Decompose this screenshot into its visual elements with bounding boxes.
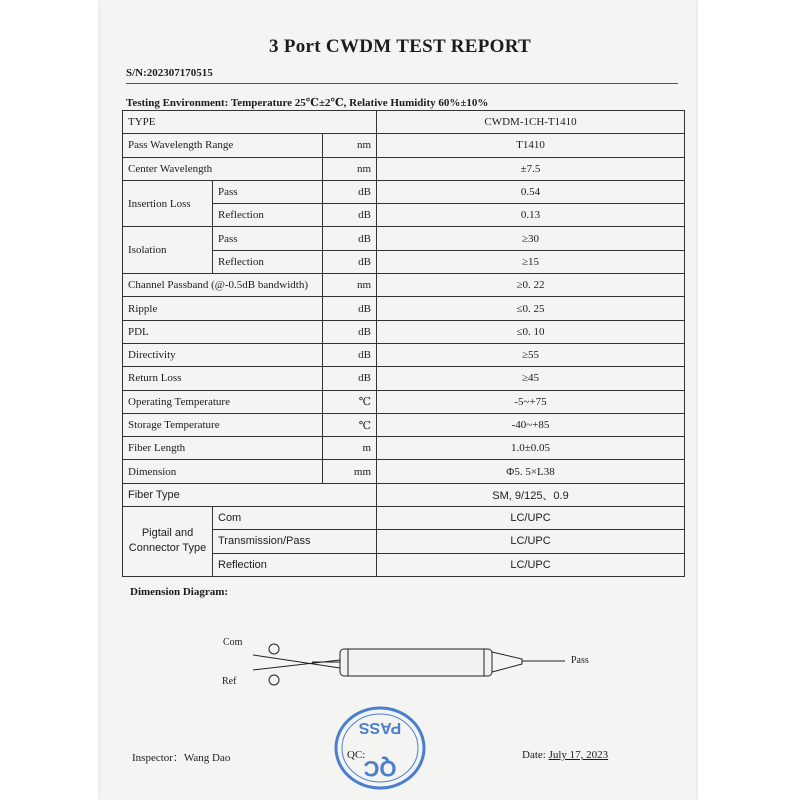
row-value: LC/UPC [377,507,685,530]
row-label: Fiber Type [123,483,377,506]
row-sublabel: Reflection [213,553,377,576]
report-title: 3 Port CWDM TEST REPORT [268,36,532,57]
row-unit: nm [323,274,377,297]
row-unit: dB [323,343,377,366]
row-label: PDL [123,320,323,343]
row-value: ≥30 [377,227,685,250]
row-value: ≥15 [377,250,685,273]
row-sublabel: Reflection [213,204,323,227]
row-label: Ripple [123,297,323,320]
row-value: 0.13 [377,204,685,227]
row-value: ≥0. 22 [377,274,685,297]
row-unit: dB [323,250,377,273]
row-value: LC/UPC [377,553,685,576]
row-label: Fiber Length [123,437,323,460]
row-unit: mm [323,460,377,483]
row-label: Storage Temperature [123,413,323,436]
insertion-loss-label: Insertion Loss [123,180,213,227]
row-unit: m [323,437,377,460]
row-unit: dB [323,297,377,320]
wdm-tube-icon [340,649,492,676]
row-value: T1410 [377,134,685,157]
row-value: SM, 9/125、0.9 [377,483,685,506]
row-label: Return Loss [123,367,323,390]
dimension-diagram-title: Dimension Diagram: [130,586,229,598]
pigtail-label-line2: Connector Type [128,542,207,555]
ref-port-icon [269,675,279,685]
row-value: LC/UPC [377,530,685,553]
stamp-text-pass: PASS [358,719,402,736]
row-value: ≤0. 25 [377,297,685,320]
row-unit: dB [323,320,377,343]
row-label: Operating Temperature [123,390,323,413]
row-unit: ℃ [323,413,377,436]
row-value: -40~+85 [377,413,685,436]
row-sublabel: Reflection [213,250,323,273]
type-label: TYPE [123,111,377,134]
row-unit: ℃ [323,390,377,413]
row-unit: dB [323,367,377,390]
qc-label: QC: [347,749,366,761]
row-sublabel: Pass [213,180,323,203]
row-unit: dB [323,180,377,203]
qc-pass-stamp [330,703,430,793]
inspector: Inspector：Wang Dao [132,752,231,764]
type-value: CWDM-1CH-T1410 [377,111,685,134]
serial-number: S/N:202307170515 [126,67,213,79]
row-value: ≥55 [377,343,685,366]
row-unit: nm [323,134,377,157]
row-unit: dB [323,227,377,250]
row-value: ≤0. 10 [377,320,685,343]
row-sublabel: Pass [213,227,323,250]
com-port-icon [269,644,279,654]
row-unit: dB [323,204,377,227]
com-label: Com [223,637,243,648]
row-unit: nm [323,157,377,180]
pass-label: Pass [571,655,589,666]
testing-environment: Testing Environment: Temperature 25℃±2℃, Relative Humidity 60%±10% [126,97,489,109]
pigtail-label-line1: Pigtail and [141,527,194,540]
row-sublabel: Transmission/Pass [213,530,377,553]
row-label: Dimension [123,460,323,483]
row-value: Φ5. 5×L38 [377,460,685,483]
stamp-text-qc: QC [363,756,397,781]
row-value: ≥45 [377,367,685,390]
row-label: Center Wavelength [123,157,323,180]
row-value: 1.0±0.05 [377,437,685,460]
row-value: 0.54 [377,180,685,203]
row-sublabel: Com [213,507,377,530]
row-value: ±7.5 [377,157,685,180]
date-value: July 17, 2023 [548,749,609,761]
row-label: Pass Wavelength Range [123,134,323,157]
date-label: Date: [522,749,549,761]
date-field [522,749,608,761]
isolation-label: Isolation [123,227,213,274]
ref-label: Ref [222,676,237,687]
row-label: Channel Passband (@-0.5dB bandwidth) [123,274,323,297]
row-label: Directivity [123,343,323,366]
row-value: -5~+75 [377,390,685,413]
